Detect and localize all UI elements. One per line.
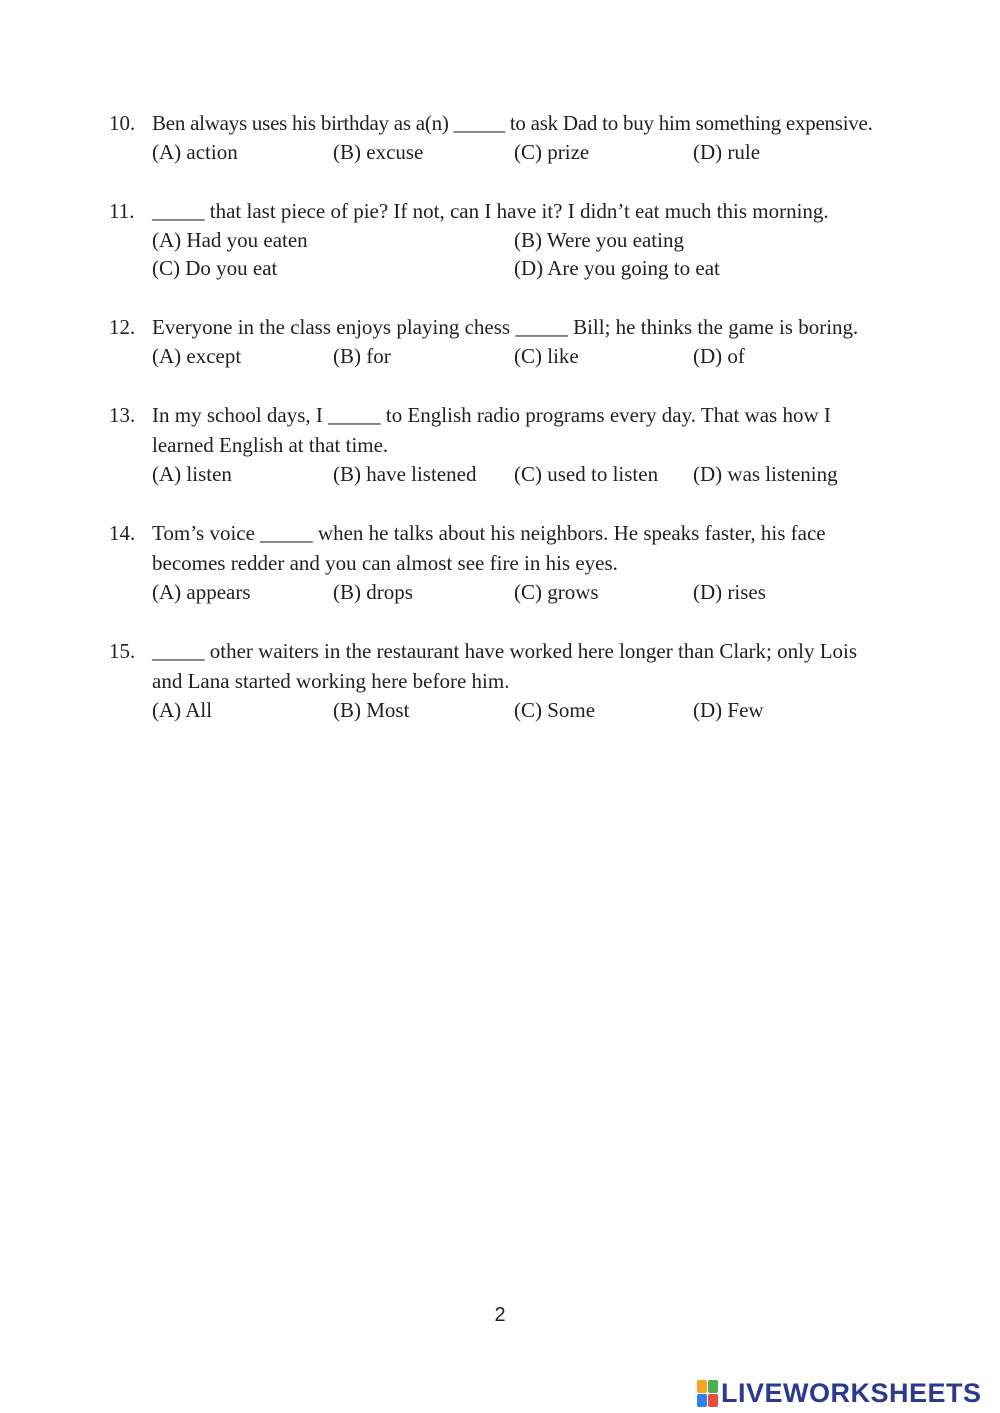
options-row bbox=[109, 578, 909, 606]
option-b: (B) Most bbox=[333, 698, 410, 722]
options-row bbox=[109, 696, 909, 724]
option-a: (A) Had you eaten bbox=[152, 228, 308, 252]
question-12 bbox=[109, 312, 909, 370]
brand-name: LIVEWORKSHEETS bbox=[721, 1377, 982, 1408]
option-b: (B) excuse bbox=[333, 140, 424, 164]
question-text-continued: and Lana started working here before him. bbox=[152, 669, 510, 693]
liveworksheets-logo-icon bbox=[697, 1379, 719, 1407]
option-a: (A) action bbox=[152, 140, 238, 164]
question-number: 13. bbox=[109, 403, 136, 427]
question-number: 12. bbox=[109, 315, 136, 339]
question-text: Everyone in the class enjoys playing chess _____ Bill; he thinks the game is boring. bbox=[152, 315, 859, 339]
page-number: 2 bbox=[494, 1304, 506, 1326]
option-b: (B) for bbox=[333, 344, 391, 368]
question-number: 14. bbox=[109, 521, 136, 545]
question-number: 10. bbox=[109, 111, 136, 135]
question-14 bbox=[109, 518, 909, 606]
option-d: (D) of bbox=[693, 344, 745, 368]
option-b: (B) Were you eating bbox=[514, 228, 684, 252]
options-row bbox=[109, 254, 909, 282]
question-text: Tom’s voice _____ when he talks about his neighbors. He speaks faster, his face bbox=[152, 521, 826, 545]
question-number: 15. bbox=[109, 639, 136, 663]
question-number: 11. bbox=[109, 199, 135, 223]
question-text: Ben always uses his birthday as a(n) _____ to ask Dad to buy him something expensive. bbox=[152, 111, 873, 135]
option-d: (D) rule bbox=[693, 140, 761, 164]
option-c: (C) like bbox=[514, 344, 579, 368]
option-d: (D) Are you going to eat bbox=[514, 256, 720, 280]
options-row bbox=[109, 138, 909, 166]
options-row bbox=[109, 460, 909, 488]
option-a: (A) appears bbox=[152, 580, 251, 604]
option-b: (B) have listened bbox=[333, 462, 477, 486]
option-a: (A) listen bbox=[152, 462, 232, 486]
options-row bbox=[109, 226, 909, 254]
option-d: (D) rises bbox=[693, 580, 766, 604]
question-15 bbox=[109, 636, 909, 724]
question-13 bbox=[109, 400, 909, 488]
option-c: (C) grows bbox=[514, 580, 599, 604]
question-text: _____ other waiters in the restaurant have worked here longer than Clark; only Lois bbox=[152, 639, 858, 663]
option-c: (C) prize bbox=[514, 140, 590, 164]
question-text-continued: learned English at that time. bbox=[152, 433, 389, 457]
option-c: (C) used to listen bbox=[514, 462, 659, 486]
question-11 bbox=[109, 196, 909, 282]
option-a: (A) All bbox=[152, 698, 213, 722]
options-row bbox=[109, 342, 909, 370]
question-text: _____ that last piece of pie? If not, can I have it? I didn’t eat much this morning. bbox=[152, 199, 829, 223]
liveworksheets-logo bbox=[697, 1377, 982, 1409]
option-d: (D) was listening bbox=[693, 462, 838, 486]
question-text-continued: becomes redder and you can almost see fire in his eyes. bbox=[152, 551, 618, 575]
option-a: (A) except bbox=[152, 344, 242, 368]
option-c: (C) Some bbox=[514, 698, 596, 722]
question-10 bbox=[109, 108, 909, 166]
option-b: (B) drops bbox=[333, 580, 413, 604]
option-d: (D) Few bbox=[693, 698, 764, 722]
question-text: In my school days, I _____ to English radio programs every day. That was how I bbox=[152, 403, 831, 427]
option-c: (C) Do you eat bbox=[152, 256, 278, 280]
